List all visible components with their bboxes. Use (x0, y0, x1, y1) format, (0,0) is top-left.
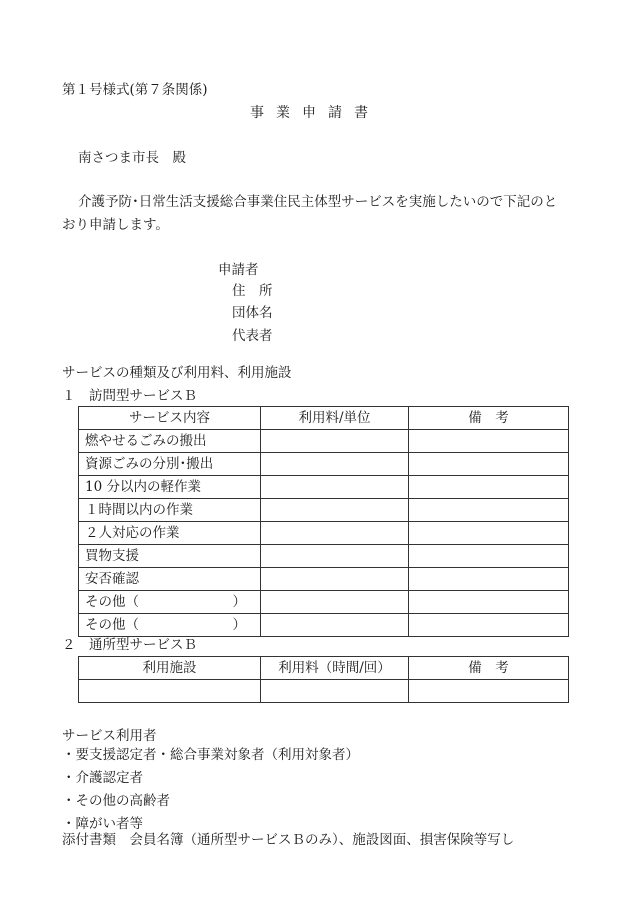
header-remarks: 備 考 (409, 657, 569, 680)
visit-service-table (78, 406, 569, 637)
section2-heading: ２ 通所型サービスＢ (62, 637, 197, 653)
table-header-row (79, 407, 569, 430)
remarks-cell[interactable] (409, 522, 569, 545)
other-close: ） (232, 593, 246, 610)
table-row (79, 614, 569, 637)
service-item: 10 分以内の軽作業 (79, 476, 261, 499)
other-label: その他（ (85, 616, 139, 633)
fee-cell[interactable] (261, 614, 409, 637)
table-row (79, 522, 569, 545)
fee-cell[interactable] (261, 453, 409, 476)
form-number: 第１号様式(第７条関係) (62, 82, 208, 98)
remarks-cell[interactable] (409, 614, 569, 637)
list-item: ・要支援認定者・総合事業対象者（利用対象者） (62, 747, 359, 763)
service-item: 燃やせるごみの搬出 (79, 430, 261, 453)
address-label: 住 所 (232, 283, 273, 299)
remarks-cell[interactable] (409, 430, 569, 453)
services-heading: サービスの種類及び利用料、利用施設 (62, 365, 292, 381)
service-item: 買物支援 (79, 545, 261, 568)
fee-cell[interactable] (261, 568, 409, 591)
table-row (79, 568, 569, 591)
remarks-cell[interactable] (409, 499, 569, 522)
header-facility: 利用施設 (79, 657, 261, 680)
list-item: ・障がい者等 (62, 816, 143, 832)
attachments-note: 添付書類 会員名簿（通所型サービスＢのみ）、施設図面、損害保険等写し (62, 832, 515, 848)
service-item: 資源ごみの分別･搬出 (79, 453, 261, 476)
fee-cell[interactable] (261, 430, 409, 453)
addressee: 南さつま市長 殿 (78, 150, 186, 166)
table-row (79, 591, 569, 614)
representative-label: 代表者 (232, 328, 273, 344)
list-item: ・その他の高齢者 (62, 793, 170, 809)
remarks-cell[interactable] (409, 453, 569, 476)
remarks-cell[interactable] (409, 680, 569, 703)
table-row (79, 430, 569, 453)
group-name-label: 団体名 (232, 305, 273, 321)
other-close: ） (232, 616, 246, 633)
fee-cell[interactable] (261, 680, 409, 703)
service-item: 安否確認 (79, 568, 261, 591)
remarks-cell[interactable] (409, 476, 569, 499)
fee-cell[interactable] (261, 522, 409, 545)
day-service-table (78, 656, 569, 703)
fee-cell[interactable] (261, 499, 409, 522)
document-title: 事業申請書 (250, 105, 380, 121)
fee-cell[interactable] (261, 476, 409, 499)
header-fee-unit: 利用料/単位 (261, 407, 409, 430)
table-header-row (79, 657, 569, 680)
fee-cell[interactable] (261, 545, 409, 568)
applicant-label: 申請者 (218, 262, 259, 278)
fee-cell[interactable] (261, 591, 409, 614)
table-row (79, 476, 569, 499)
header-service-content: サービス内容 (79, 407, 261, 430)
remarks-cell[interactable] (409, 591, 569, 614)
section1-heading: １ 訪問型サービスＢ (62, 388, 197, 404)
service-item-other[interactable] (79, 614, 261, 637)
service-item-other[interactable] (79, 591, 261, 614)
service-users-heading: サービス利用者 (62, 728, 157, 744)
other-label: その他（ (85, 593, 139, 610)
intro-text: 介護予防･日常生活支援総合事業住民主体型サービスを実施したいので下記のとおり申請します。 (62, 194, 558, 233)
header-remarks: 備 考 (409, 407, 569, 430)
remarks-cell[interactable] (409, 568, 569, 591)
remarks-cell[interactable] (409, 545, 569, 568)
service-item: ２人対応の作業 (79, 522, 261, 545)
facility-cell[interactable] (79, 680, 261, 703)
table-row (79, 453, 569, 476)
table-row (79, 680, 569, 703)
table-row (79, 545, 569, 568)
table-row (79, 499, 569, 522)
header-fee-time: 利用料（時間/回） (261, 657, 409, 680)
service-users-list (62, 744, 359, 836)
list-item: ・介護認定者 (62, 770, 143, 786)
service-item: １時間以内の作業 (79, 499, 261, 522)
